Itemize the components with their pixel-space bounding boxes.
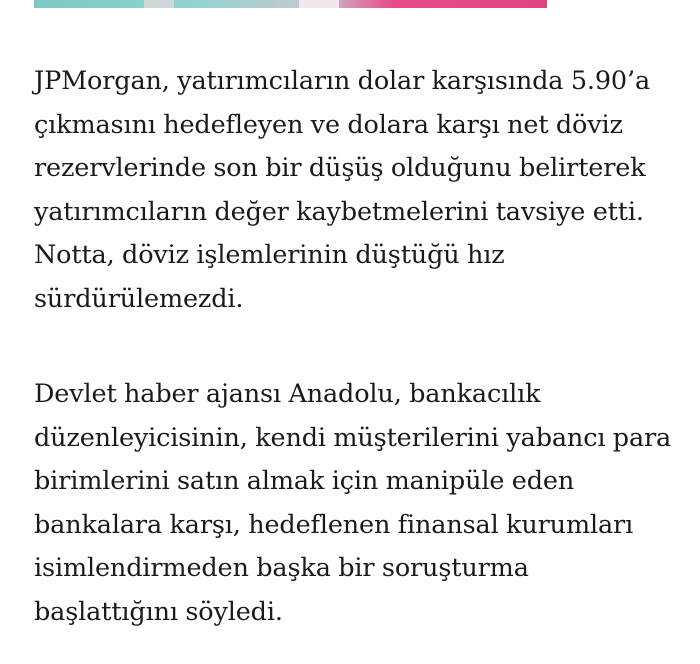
article-body bbox=[34, 60, 674, 634]
article-paragraph-1: JPMorgan, yatırımcıların dolar karşısında 5.90’a çıkmasını hedefleyen ve dolara karşı net döviz rezervlerinde son bir düşüş olduğunu belirterek yatırımcıların değer kaybetmelerini tavsiye etti. Notta, döviz işlemlerinin düştüğü hız sürdürülemezdi. bbox=[34, 66, 650, 314]
article-paragraph-2: Devlet haber ajansı Anadolu, bankacılık düzenleyicisinin, kendi müşterilerini yabancı para birimlerini satın almak için manipüle eden bankalara karşı, hedeflenen finansal kurumları isimlendirmeden başka bir soruşturma başlattığını söyledi. bbox=[34, 379, 672, 627]
article-image-bottom-edge bbox=[34, 0, 547, 8]
image-detail bbox=[299, 0, 339, 8]
image-detail bbox=[144, 0, 174, 8]
